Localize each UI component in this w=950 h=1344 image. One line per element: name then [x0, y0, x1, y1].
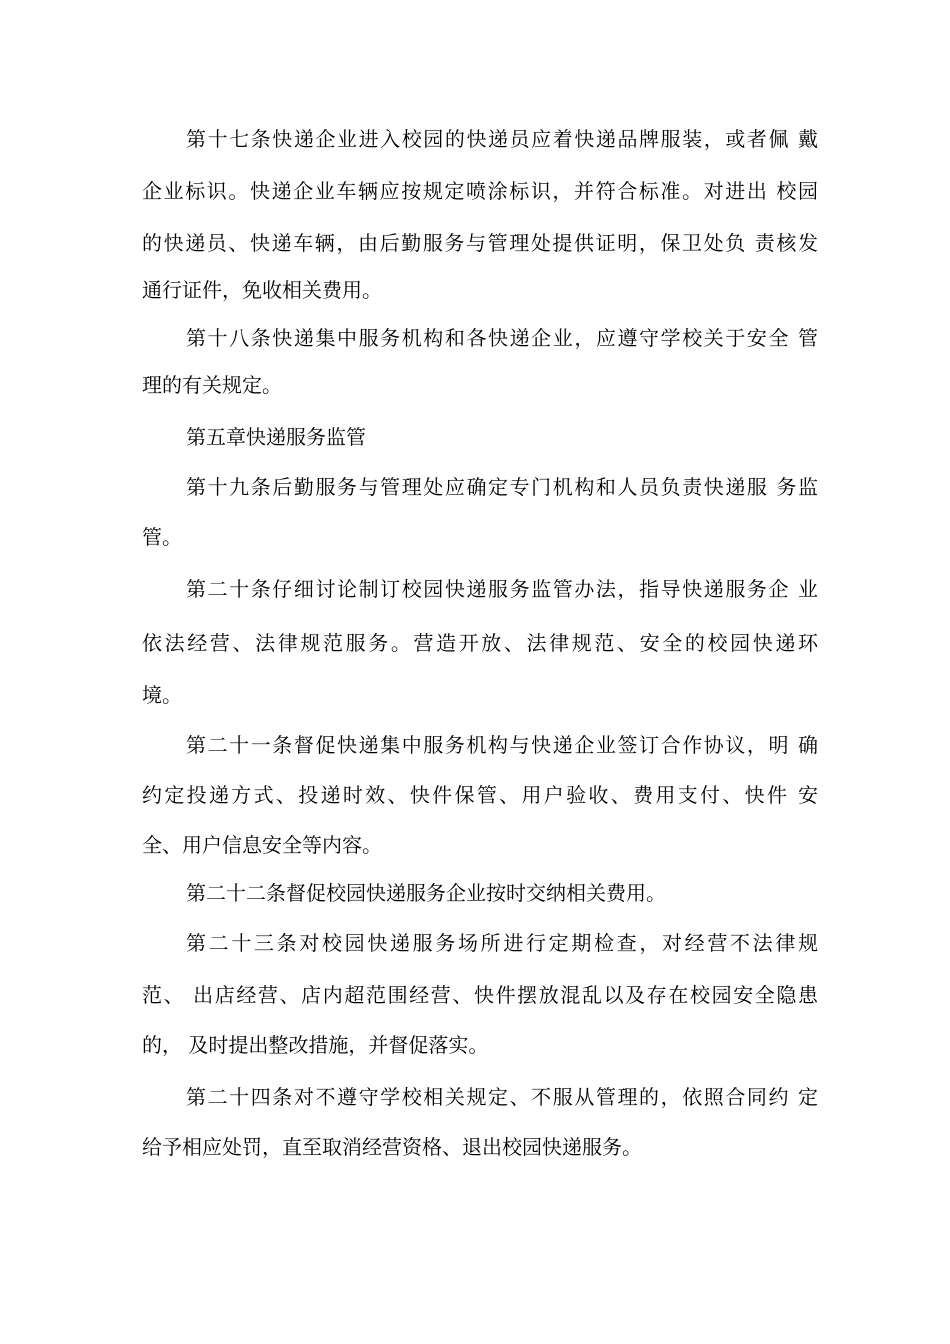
- article-18-line-1: 第十八条快递集中服务机构和各快递企业，应遵守学校关于安全 管: [186, 326, 818, 350]
- article-20-line-1: 第二十条仔细讨论制订校园快递服务监管办法，指导快递服务企 业: [186, 577, 818, 601]
- article-20-line-2: 依法经营、法律规范服务。营造开放、法律规范、安全的校园快递环: [142, 631, 818, 655]
- article-21-line-3: 全、用户信息安全等内容。: [142, 833, 382, 857]
- article-23-line-1: 第二十三条对校园快递服务场所进行定期检查，对经营不法律规: [186, 931, 818, 955]
- article-23-line-2: 范、 出店经营、店内超范围经营、快件摆放混乱以及存在校园安全隐患: [142, 983, 818, 1007]
- article-21-line-2: 约定投递方式、投递时效、快件保管、用户验收、费用支付、快件 安: [142, 783, 818, 807]
- article-21-line-1: 第二十一条督促快递集中服务机构与快递企业签订合作协议，明 确: [186, 733, 818, 757]
- article-19-line-1: 第十九条后勤服务与管理处应确定专门机构和人员负责快递服 务监: [186, 475, 818, 499]
- article-17-line-2: 企业标识。快递企业车辆应按规定喷涂标识，并符合标准。对进出 校园: [142, 179, 818, 203]
- article-18-line-2: 理的有关规定。: [142, 373, 282, 397]
- chapter-heading: 第五章快递服务监管: [186, 425, 366, 449]
- article-24-line-1: 第二十四条对不遵守学校相关规定、不服从管理的，依照合同约 定: [186, 1085, 818, 1109]
- article-17-line-4: 通行证件，免收相关费用。: [142, 278, 382, 302]
- article-23-line-3: 的， 及时提出整改措施，并督促落实。: [142, 1033, 489, 1057]
- article-19-line-2: 管。: [142, 525, 182, 549]
- article-17-line-3: 的快递员、快递车辆，由后勤服务与管理处提供证明，保卫处负 责核发: [142, 231, 818, 255]
- article-24-line-2: 给予相应处罚，直至取消经营资格、退出校园快递服务。: [142, 1135, 642, 1159]
- article-20-line-3: 境。: [142, 683, 182, 707]
- article-17-line-1: 第十七条快递企业进入校园的快递员应着快递品牌服装，或者佩 戴: [186, 127, 818, 151]
- article-22-line-1: 第二十二条督促校园快递服务企业按时交纳相关费用。: [186, 881, 666, 905]
